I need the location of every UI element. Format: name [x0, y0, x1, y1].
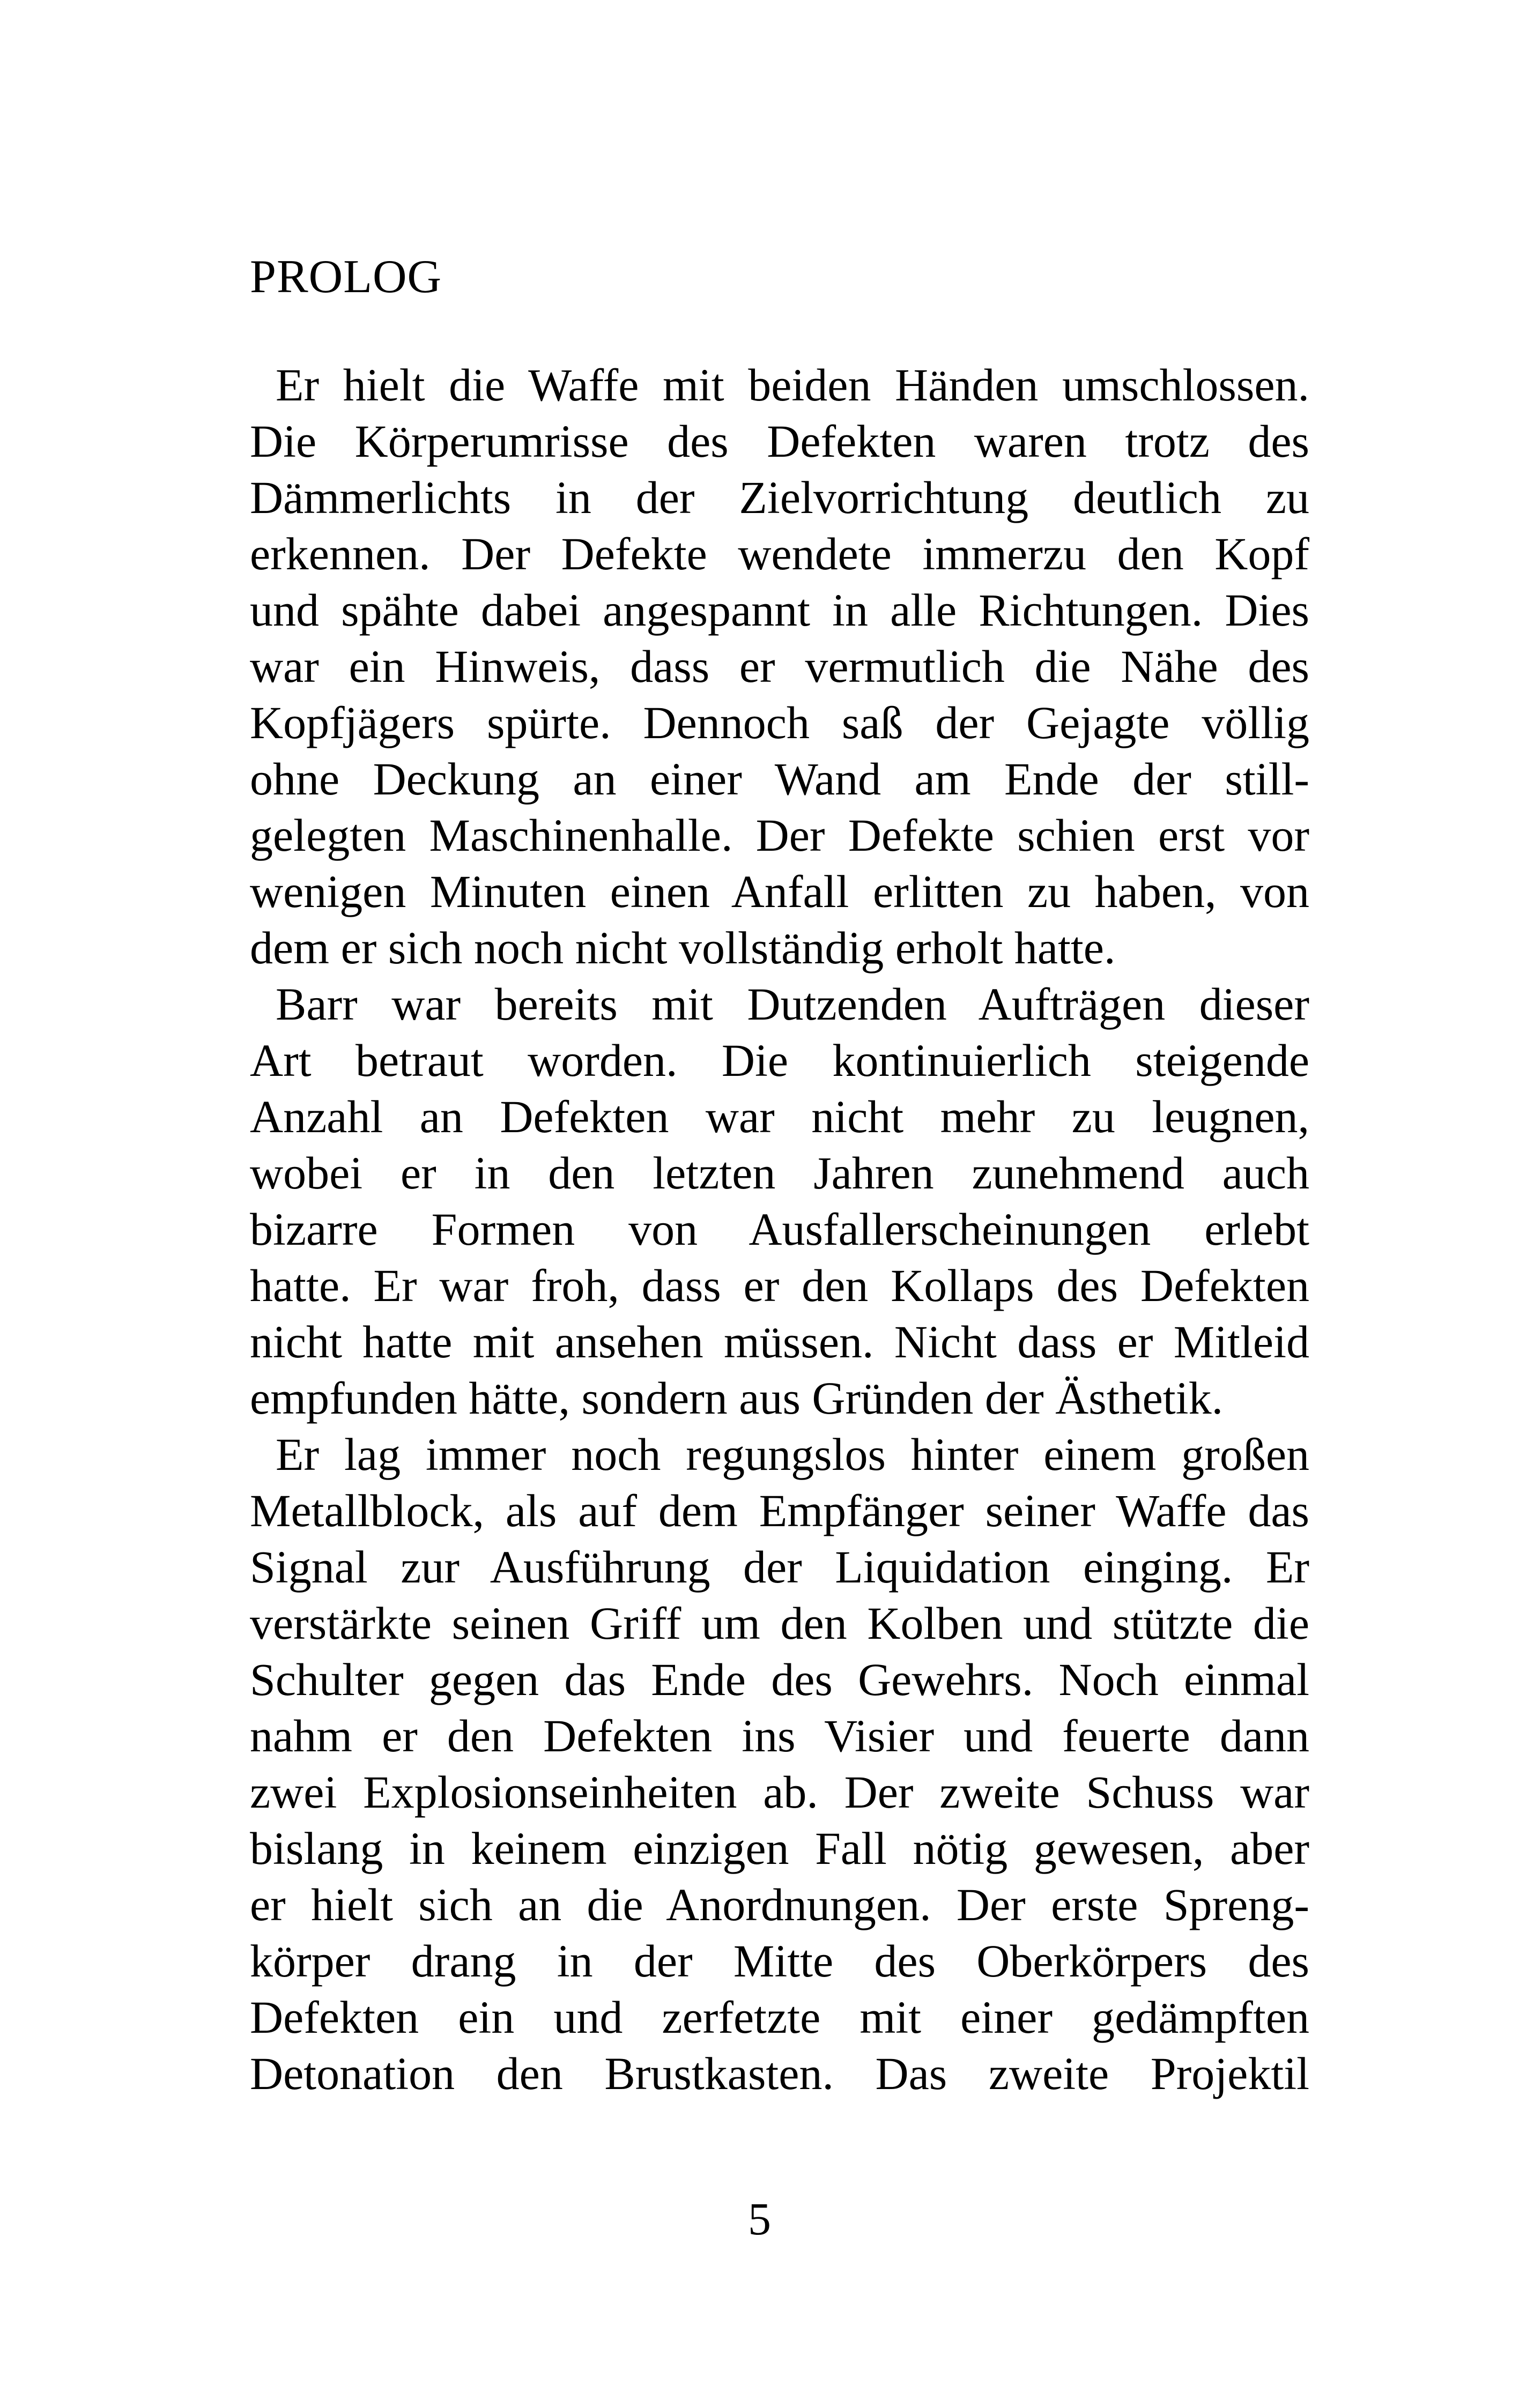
paragraph: [250, 1426, 1309, 2102]
text-line: gelegten Maschinenhalle. Der Defekte schien erst vor: [250, 809, 1309, 861]
paragraph: [250, 357, 1309, 976]
text-line: Schulter gegen das Ende des Gewehrs. Noch einmal: [250, 1654, 1309, 1705]
text-line: nahm er den Defekten ins Visier und feuerte dann: [250, 1710, 1309, 1762]
text-line: Defekten ein und zerfetzte mit einer gedämpften: [250, 1991, 1309, 2043]
text-line: hatte. Er war froh, dass er den Kollaps des Defekten: [250, 1260, 1309, 1311]
paragraph: [250, 976, 1309, 1426]
text-line: zwei Explosionseinheiten ab. Der zweite Schuss war: [250, 1766, 1309, 1818]
page-number: 5: [748, 2193, 771, 2245]
text-line: wobei er in den letzten Jahren zunehmend auch: [250, 1147, 1309, 1199]
text-line: Die Körperumrisse des Defekten waren trotz des: [250, 415, 1309, 467]
text-line: bizarre Formen von Ausfallerscheinungen erlebt: [250, 1203, 1309, 1255]
text-line: nicht hatte mit ansehen müssen. Nicht dass er Mitleid: [250, 1316, 1309, 1367]
text-line: war ein Hinweis, dass er vermutlich die Nähe des: [250, 641, 1309, 692]
text-line: Art betraut worden. Die kontinuierlich steigende: [250, 1035, 1309, 1086]
text-line: Metallblock, als auf dem Empfänger seiner Waffe das: [250, 1485, 1309, 1536]
text-line: Signal zur Ausführung der Liquidation einging. Er: [250, 1541, 1309, 1593]
text-line: Kopfjägers spürte. Dennoch saß der Gejagte völlig: [250, 697, 1309, 748]
text-line: körper drang in der Mitte des Oberkörpers des: [250, 1935, 1309, 1987]
body-text: [250, 357, 1309, 2102]
text-line: dem er sich noch nicht vollständig erholt hatte.: [250, 922, 1116, 973]
text-line: verstärkte seinen Griff um den Kolben und stützte die: [250, 1597, 1309, 1649]
text-line: Detonation den Brustkasten. Das zweite Projektil: [250, 2048, 1309, 2099]
text-line: ohne Deckung an einer Wand am Ende der still-: [250, 753, 1309, 805]
text-line: er hielt sich an die Anordnungen. Der erste Spreng-: [250, 1879, 1309, 1930]
text-line: Dämmerlichts in der Zielvorrichtung deutlich zu: [250, 472, 1309, 523]
text-line: und spähte dabei angespannt in alle Richtungen. Dies: [250, 584, 1309, 636]
text-line: wenigen Minuten einen Anfall erlitten zu haben, von: [250, 866, 1309, 917]
text-line: Barr war bereits mit Dutzenden Aufträgen dieser: [276, 978, 1309, 1030]
text-line: Er lag immer noch regungslos hinter einem großen: [276, 1429, 1309, 1480]
text-line: Anzahl an Defekten war nicht mehr zu leugnen,: [250, 1091, 1309, 1142]
text-line: empfunden hätte, sondern aus Gründen der Ästhetik.: [250, 1372, 1224, 1424]
text-line: bislang in keinem einzigen Fall nötig gewesen, aber: [250, 1823, 1309, 1874]
text-line: erkennen. Der Defekte wendete immerzu den Kopf: [250, 528, 1309, 579]
text-line: Er hielt die Waffe mit beiden Händen umschlossen.: [276, 359, 1309, 411]
chapter-heading: PROLOG: [250, 251, 442, 303]
